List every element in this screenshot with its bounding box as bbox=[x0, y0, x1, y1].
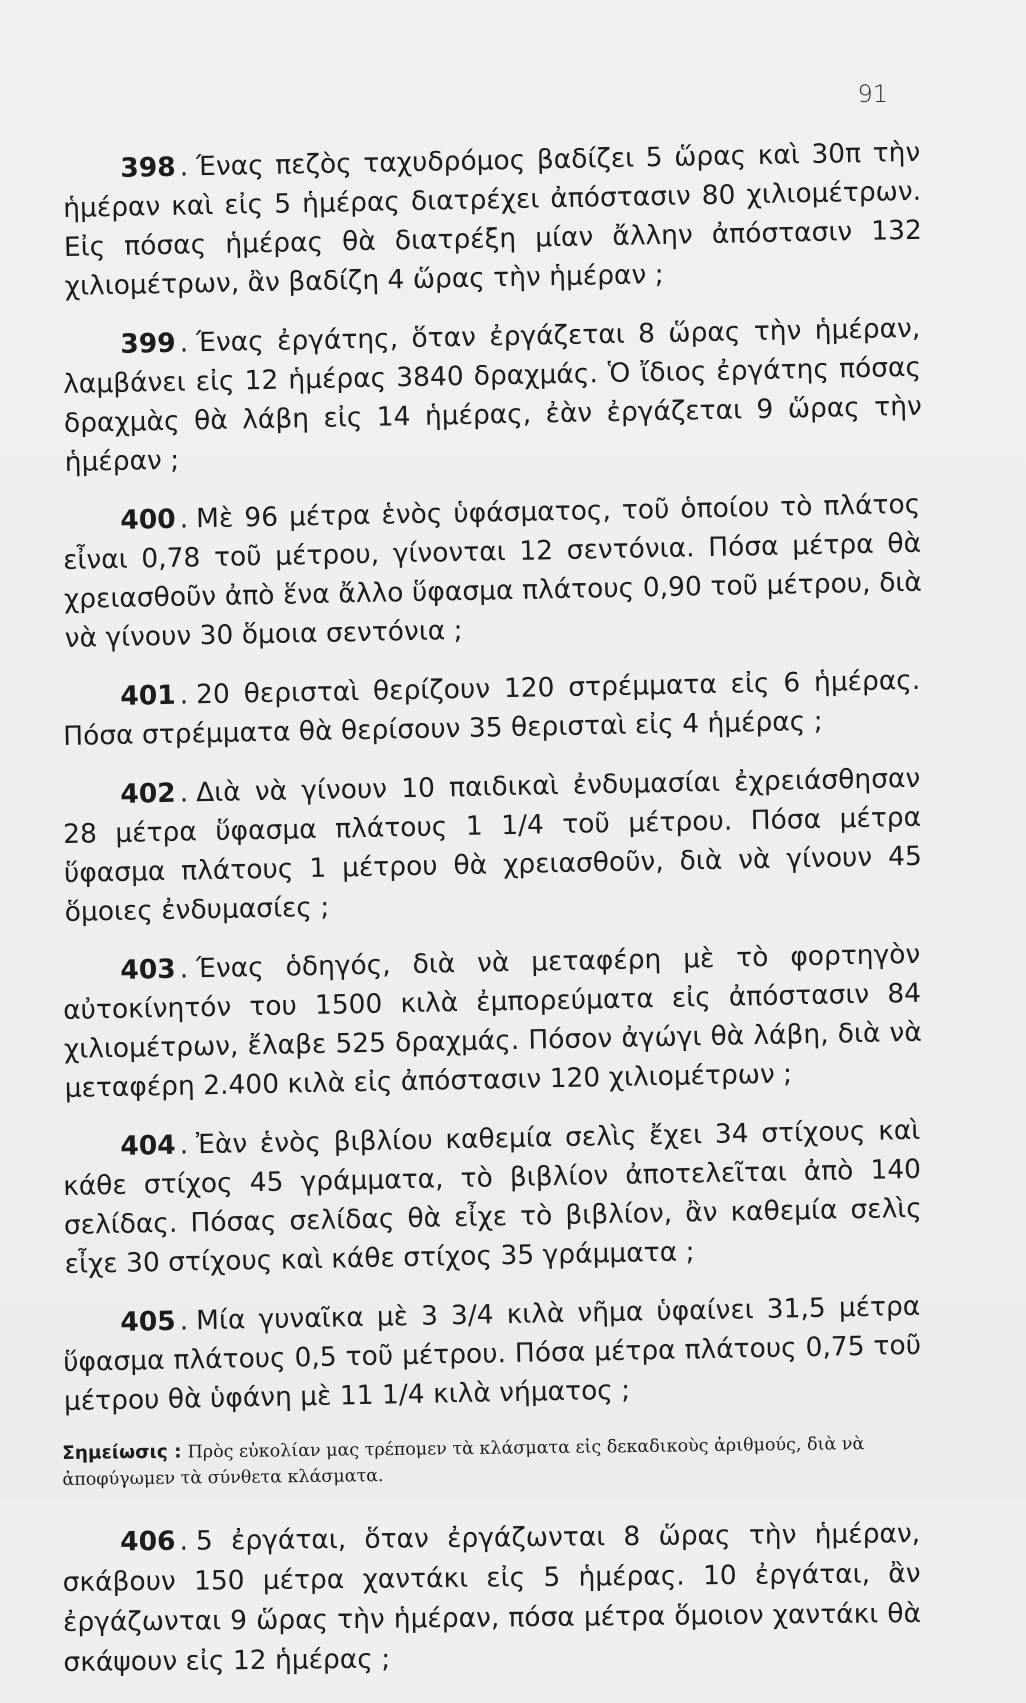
note-text: Πρὸς εὐκολίαν μας τρέπομεν τὰ κλάσματα εἰς δεκαδικοὺς ἀριθμούς, διὰ νὰ ἀποφύγωμεν τὰ σύνθετα κλάσματα. bbox=[62, 1434, 865, 1490]
problem-398 bbox=[62, 133, 923, 306]
problem-number: 406 bbox=[120, 1525, 176, 1558]
problem-text: Ένας ὁδηγός, διὰ νὰ μεταφέρη μὲ τὸ φορτηγὸν αὐτοκίνητόν του 1500 κιλὰ ἐμπορεύματα εἰς ἀπόστασιν 84 χιλιομέτρων, ἔλαβε 525 δραχμάς. Πόσον ἀγώγι θὰ λάβη, διὰ νὰ μεταφέρη 2.400 κιλὰ εἰς ἀπόστασιν 120 χιλιομέτρων ; bbox=[62, 938, 923, 1104]
problem-number: 398 bbox=[120, 151, 177, 184]
problem-number: 402 bbox=[120, 777, 177, 810]
problem-406 bbox=[62, 1514, 922, 1683]
page-content bbox=[62, 136, 923, 1703]
problem-text: 5 ἐργάται, ὅταν ἐργάζωνται 8 ὥρας τὴν ἡμέραν, σκάβουν 150 μέτρα χαντάκι εἰς 5 ἡμέρας. 10 ἐργάται, ἂν ἐργάζωνται 9 ὥρας τὴν ἡμέραν, πόσα μέτρα ὅμοιον χαντάκι θὰ σκάψουν εἰς 12 ἡμέρας ; bbox=[62, 1518, 922, 1678]
problem-400 bbox=[62, 485, 923, 658]
problem-number-separator: . bbox=[179, 503, 189, 535]
problem-402 bbox=[62, 759, 923, 932]
problem-number-separator: . bbox=[179, 1305, 189, 1337]
problem-text: Ἐὰν ἑνὸς βιβλίου καθεμία σελὶς ἔχει 34 στίχους καὶ κάθε στίχος 45 γράμματα, τὸ βιβλίον ἀποτελεῖται ἀπὸ 140 σελίδας. Πόσας σελίδας θὰ εἶχε τὸ βιβλίον, ἂν καθεμία σελὶς εἶχε 30 στίχους καὶ κάθε στίχος 35 γράμματα ; bbox=[62, 1114, 923, 1280]
problem-number-separator: . bbox=[179, 1129, 189, 1161]
problem-number-separator: . bbox=[179, 327, 189, 359]
note-label: Σημείωσις : bbox=[62, 1441, 182, 1464]
problem-number: 401 bbox=[120, 679, 177, 712]
problem-number-separator: . bbox=[179, 151, 189, 183]
problem-number: 399 bbox=[120, 327, 177, 360]
problem-405 bbox=[62, 1287, 922, 1421]
problem-text: Διὰ νὰ γίνουν 10 παιδικαὶ ἐνδυμασίαι ἐχρειάσθησαν 28 μέτρα ὕφασμα πλάτους 1 1/4 τοῦ μέτρου. Πόσα μέτρα ὕφασμα πλάτους 1 μέτρου θὰ χρειασθοῦν, διὰ νὰ γίνουν 45 ὅμοιες ἐνδυμασίες ; bbox=[62, 762, 923, 928]
problem-number-separator: . bbox=[179, 953, 189, 985]
footnote bbox=[62, 1431, 921, 1493]
problem-number: 404 bbox=[120, 1129, 177, 1162]
problem-text: Ένας ἐργάτης, ὅταν ἐργάζεται 8 ὥρας τὴν ἡμέραν, λαμβάνει εἰς 12 ἡμέρας 3840 δραχμάς. Ὁ ἴδιος ἐργάτης πόσας δραχμὰς θὰ λάβη εἰς 14 ἡμέρας, ἐὰν ἐργάζεται 9 ὥρας τὴν ἡμέραν ; bbox=[62, 312, 923, 478]
problem-number: 403 bbox=[120, 953, 177, 986]
problem-number: 400 bbox=[120, 503, 177, 536]
problem-399 bbox=[62, 309, 923, 482]
problem-text: 20 θερισταὶ θερίζουν 120 στρέμματα εἰς 6 ἡμέρας. Πόσα στρέμματα θὰ θερίσουν 35 θερισταὶ εἰς 4 ἡμέρας ; bbox=[62, 664, 921, 752]
page-number: 91 bbox=[857, 80, 888, 108]
problem-number-separator: . bbox=[179, 1525, 189, 1557]
problem-number-separator: . bbox=[179, 679, 189, 711]
problem-403 bbox=[62, 935, 923, 1108]
problem-text: Μὲ 96 μέτρα ἑνὸς ὑφάσματος, τοῦ ὁποίου τὸ πλάτος εἶναι 0,78 τοῦ μέτρου, γίνονται 12 σεντόνια. Πόσα μέτρα θὰ χρειασθοῦν ἀπὸ ἕνα ἄλλο ὕφασμα πλάτους 0,90 τοῦ μέτρου, διὰ νὰ γίνουν 30 ὅμοια σεντόνια ; bbox=[62, 488, 923, 654]
problem-text: Ένας πεζὸς ταχυδρόμος βαδίζει 5 ὥρας καὶ 30π τὴν ἡμέραν καὶ εἰς 5 ἡμέρας διατρέχει ἀπόστασιν 80 χιλιομέτρων. Εἰς πόσας ἡμέρας θὰ διατρέξη μίαν ἄλλην ἀπόστασιν 132 χιλιομέτρων, ἂν βαδίζη 4 ὥρας τὴν ἡμέραν ; bbox=[62, 136, 923, 302]
problem-text: Μία γυναῖκα μὲ 3 3/4 κιλὰ νῆμα ὑφαίνει 31,5 μέτρα ὕφασμα πλάτους 0,5 τοῦ μέτρου. Πόσα μέτρα πλάτους 0,75 τοῦ μέτρου θὰ ὑφάνη μὲ 11 1/4 κιλὰ νήματος ; bbox=[62, 1290, 922, 1417]
problem-404 bbox=[62, 1111, 923, 1284]
problem-number: 405 bbox=[120, 1305, 177, 1338]
problem-401 bbox=[62, 661, 921, 756]
problem-number-separator: . bbox=[179, 777, 189, 809]
